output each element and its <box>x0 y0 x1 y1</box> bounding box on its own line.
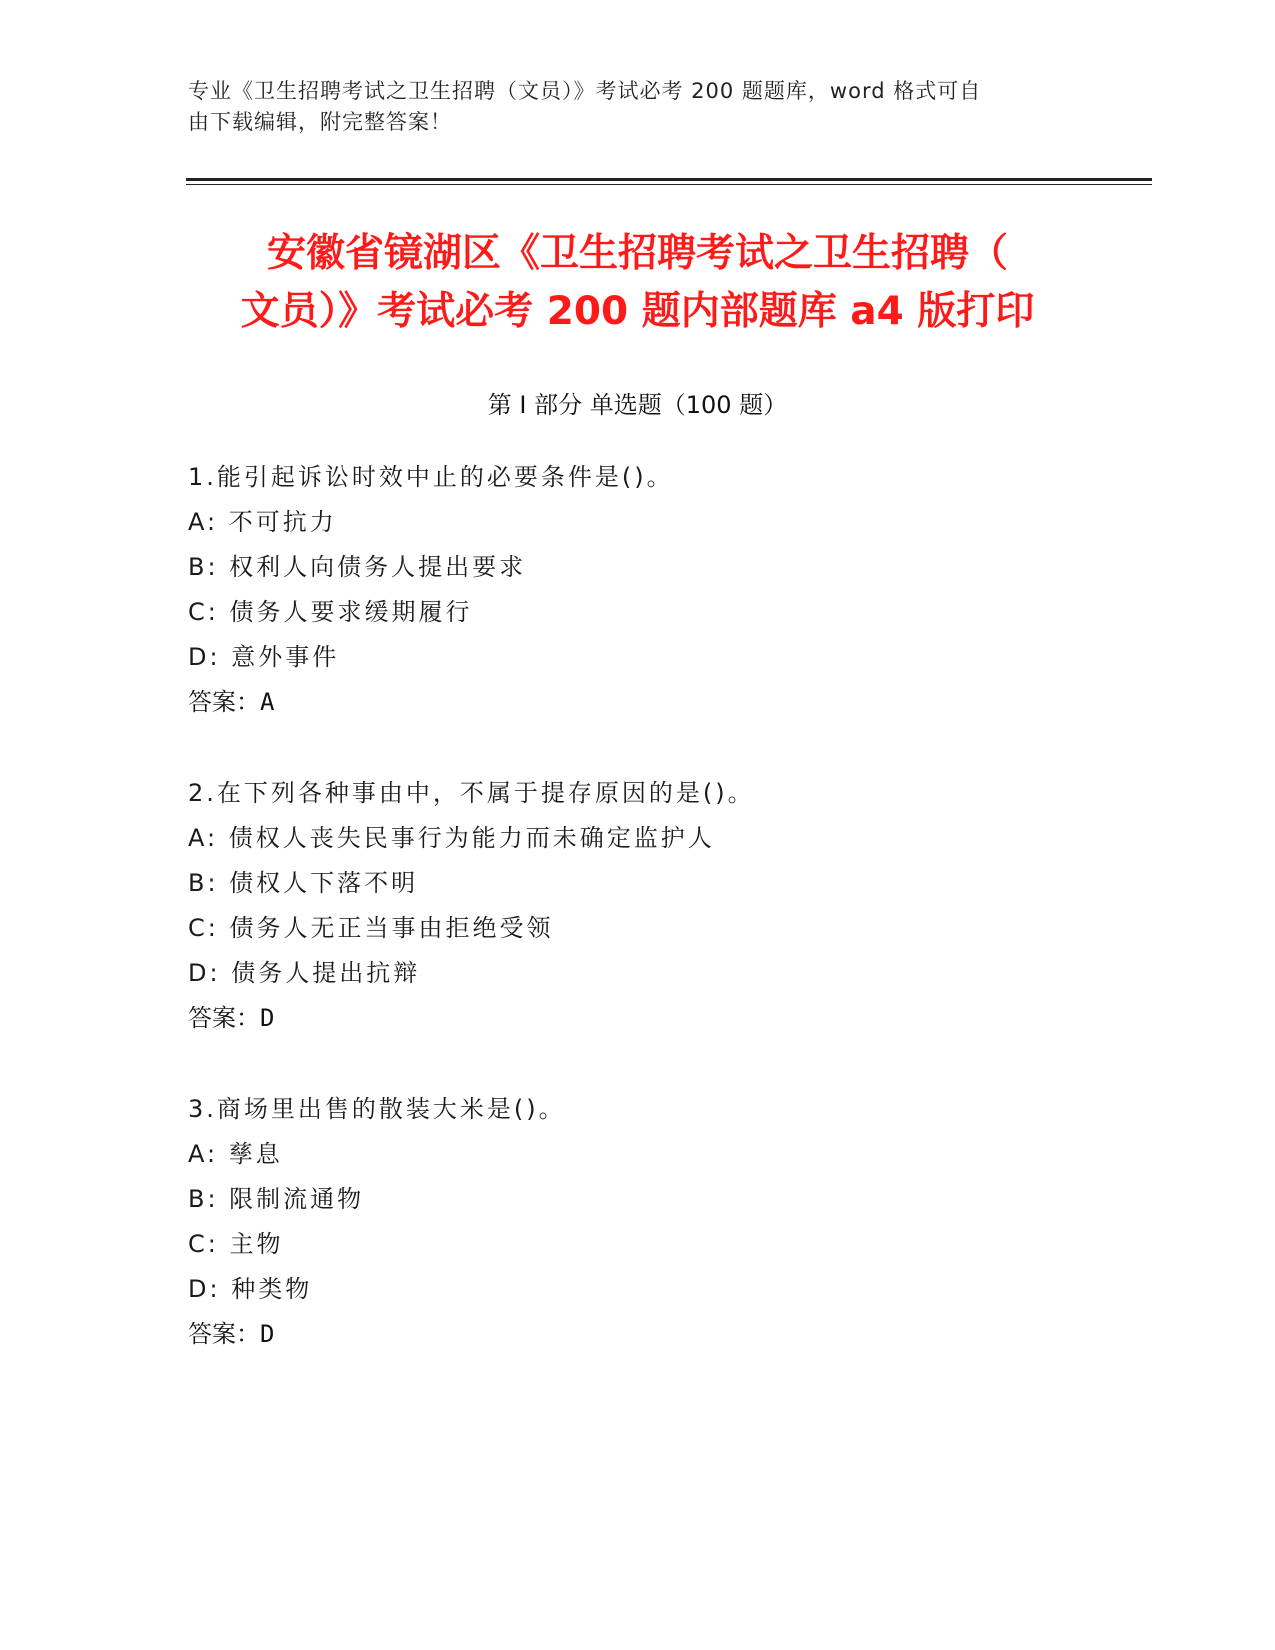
option-c: C: 主物 <box>188 1230 284 1258</box>
answer-label: 答案： <box>188 688 260 716</box>
answer-value: D <box>260 1320 275 1348</box>
option-c: C: 债务人无正当事由拒绝受领 <box>188 914 554 942</box>
section-heading: 第 I 部分 单选题（100 题） <box>487 391 788 419</box>
header-rule-thick <box>186 178 1152 181</box>
header-note-line-1: 专业《卫生招聘考试之卫生招聘（文员）》考试必考 200 题题库，word 格式可自 <box>188 79 982 103</box>
header-rule-thin <box>186 184 1152 185</box>
question-1 <box>188 455 1088 725</box>
answer-line <box>188 680 1088 725</box>
option-d: D: 种类物 <box>188 1275 313 1303</box>
document-title-line-1: 安徽省镜湖区《卫生招聘考试之卫生招聘（ <box>266 231 1008 276</box>
question-3 <box>188 1087 1088 1357</box>
header-note <box>188 76 1068 138</box>
option-b: B: 债权人下落不明 <box>188 869 419 897</box>
answer-label: 答案： <box>188 1004 260 1032</box>
option-d: D: 意外事件 <box>188 643 340 671</box>
question-2 <box>188 771 1088 1041</box>
option-d: D: 债务人提出抗辩 <box>188 959 421 987</box>
question-stem: 3.商场里出售的散装大米是()。 <box>188 1095 566 1123</box>
document-title-line-2: 文员）》考试必考 200 题内部题库 a4 版打印 <box>240 289 1035 334</box>
answer-line <box>188 1312 1088 1357</box>
header-note-line-2: 由下载编辑，附完整答案！ <box>188 110 452 134</box>
answer-value: A <box>260 688 275 716</box>
option-c: C: 债务人要求缓期履行 <box>188 598 473 626</box>
answer-label: 答案： <box>188 1320 260 1348</box>
option-b: B: 限制流通物 <box>188 1185 365 1213</box>
document-title <box>150 225 1125 341</box>
option-a: A: 债权人丧失民事行为能力而未确定监护人 <box>188 824 715 852</box>
option-a: A: 孳息 <box>188 1140 283 1168</box>
question-stem: 1.能引起诉讼时效中止的必要条件是()。 <box>188 463 674 491</box>
answer-line <box>188 996 1088 1041</box>
answer-value: D <box>260 1004 275 1032</box>
option-b: B: 权利人向债务人提出要求 <box>188 553 527 581</box>
question-stem: 2.在下列各种事由中，不属于提存原因的是()。 <box>188 779 755 807</box>
option-a: A: 不可抗力 <box>188 508 337 536</box>
